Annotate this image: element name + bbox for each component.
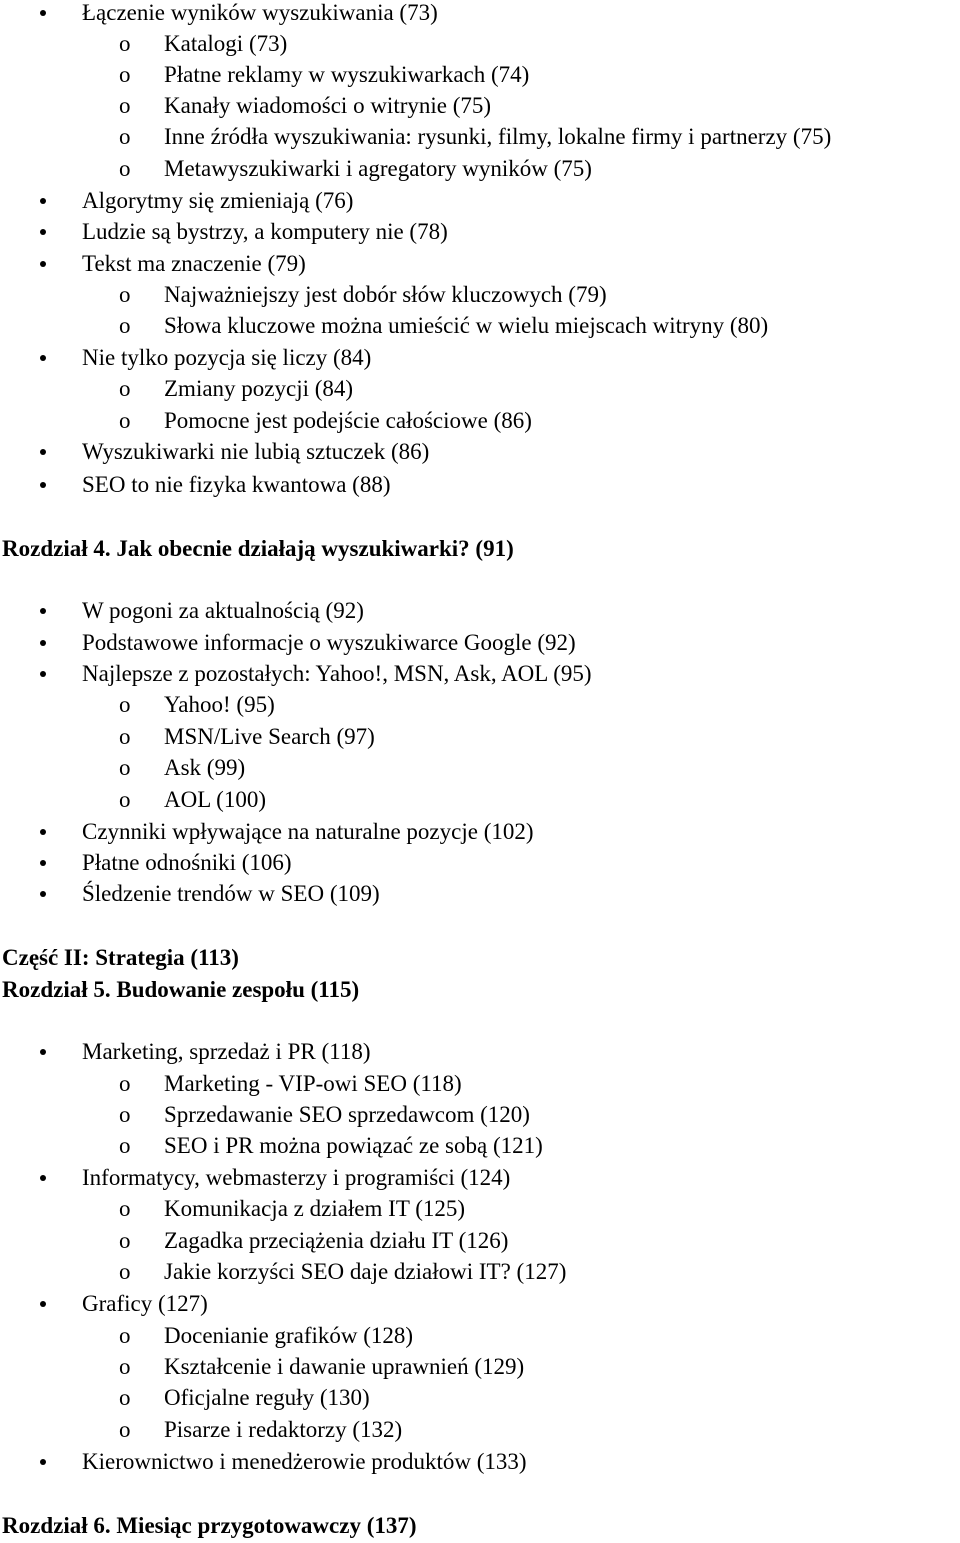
toc-text: Inne źródła wyszukiwania: rysunki, filmy, lokalne firmy i partnerzy (75): [164, 124, 832, 149]
toc-text: AOL (100): [164, 787, 266, 812]
sub-bullet-marker: o: [119, 124, 131, 149]
sub-bullet-marker: o: [119, 1102, 131, 1127]
toc-text: Marketing, sprzedaż i PR (118): [82, 1039, 371, 1064]
toc-text: Kierownictwo i menedżerowie produktów (133): [82, 1449, 527, 1474]
sub-bullet-marker: o: [119, 156, 131, 181]
toc-text: Śledzenie trendów w SEO (109): [82, 881, 380, 906]
toc-text: Najlepsze z pozostałych: Yahoo!, MSN, Ask, AOL (95): [82, 661, 592, 686]
toc-text: Zmiany pozycji (84): [164, 376, 354, 401]
toc-text: Graficy (127): [82, 1291, 208, 1316]
bullet-icon: [40, 891, 46, 897]
toc-text: MSN/Live Search (97): [164, 724, 375, 749]
sub-bullet-marker: o: [119, 408, 131, 433]
sub-bullet-marker: o: [119, 1323, 131, 1348]
toc-text: Tekst ma znaczenie (79): [82, 251, 306, 276]
bullet-icon: [40, 640, 46, 646]
toc-text: Informatycy, webmasterzy i programiści (124): [82, 1165, 511, 1190]
toc-text: Płatne odnośniki (106): [82, 850, 292, 875]
toc-text: Wyszukiwarki nie lubią sztuczek (86): [82, 439, 430, 464]
sub-bullet-marker: o: [119, 1417, 131, 1442]
sub-bullet-marker: o: [119, 376, 131, 401]
bullet-icon: [40, 10, 46, 16]
bullet-icon: [40, 671, 46, 677]
bullet-icon: [40, 261, 46, 267]
bullet-icon: [40, 198, 46, 204]
toc-text: SEO to nie fizyka kwantowa (88): [82, 472, 391, 497]
toc-text: Najważniejszy jest dobór słów kluczowych (79): [164, 282, 607, 307]
toc-text: Katalogi (73): [164, 31, 288, 56]
toc-text: Zagadka przeciążenia działu IT (126): [164, 1228, 509, 1253]
toc-text: Płatne reklamy w wyszukiwarkach (74): [164, 62, 530, 87]
bullet-icon: [40, 1175, 46, 1181]
sub-bullet-marker: o: [119, 787, 131, 812]
sub-bullet-marker: o: [119, 282, 131, 307]
bullet-icon: [40, 229, 46, 235]
bullet-icon: [40, 1459, 46, 1465]
toc-text: Docenianie grafików (128): [164, 1323, 414, 1348]
toc-text: SEO i PR można powiązać ze sobą (121): [164, 1133, 543, 1158]
bullet-icon: [40, 860, 46, 866]
toc-text: Rozdział 4. Jak obecnie działają wyszukiwarki? (91): [2, 536, 514, 561]
toc-text: Czynniki wpływające na naturalne pozycje (102): [82, 819, 534, 844]
bullet-icon: [40, 1301, 46, 1307]
bullet-icon: [40, 482, 46, 488]
toc-text: Pisarze i redaktorzy (132): [164, 1417, 403, 1442]
toc-text: Ludzie są bystrzy, a komputery nie (78): [82, 219, 448, 244]
bullet-icon: [40, 829, 46, 835]
sub-bullet-marker: o: [119, 692, 131, 717]
toc-text: Rozdział 6. Miesiąc przygotowawczy (137): [2, 1513, 417, 1538]
sub-bullet-marker: o: [119, 1385, 131, 1410]
sub-bullet-marker: o: [119, 1228, 131, 1253]
toc-text: Algorytmy się zmieniają (76): [82, 188, 354, 213]
toc-text: Metawyszukiwarki i agregatory wyników (75): [164, 156, 592, 181]
sub-bullet-marker: o: [119, 62, 131, 87]
bullet-icon: [40, 449, 46, 455]
bullet-icon: [40, 608, 46, 614]
sub-bullet-marker: o: [119, 724, 131, 749]
toc-text: Słowa kluczowe można umieścić w wielu miejscach witryny (80): [164, 313, 769, 338]
toc-text: Rozdział 5. Budowanie zespołu (115): [2, 977, 360, 1002]
sub-bullet-marker: o: [119, 93, 131, 118]
toc-text: Ask (99): [164, 755, 246, 780]
toc-text: Nie tylko pozycja się liczy (84): [82, 345, 372, 370]
toc-text: Sprzedawanie SEO sprzedawcom (120): [164, 1102, 530, 1127]
sub-bullet-marker: o: [119, 31, 131, 56]
sub-bullet-marker: o: [119, 1133, 131, 1158]
sub-bullet-marker: o: [119, 755, 131, 780]
toc-text: Kanały wiadomości o witrynie (75): [164, 93, 492, 118]
toc-text: Oficjalne reguły (130): [164, 1385, 370, 1410]
bullet-icon: [40, 355, 46, 361]
sub-bullet-marker: o: [119, 1354, 131, 1379]
toc-text: Komunikacja z działem IT (125): [164, 1196, 466, 1221]
toc-text: Yahoo! (95): [164, 692, 275, 717]
toc-text: Pomocne jest podejście całościowe (86): [164, 408, 532, 433]
toc-text: Marketing - VIP-owi SEO (118): [164, 1071, 462, 1096]
sub-bullet-marker: o: [119, 1196, 131, 1221]
toc-text: Łączenie wyników wyszukiwania (73): [82, 0, 438, 25]
toc-text: W pogoni za aktualnością (92): [82, 598, 364, 623]
sub-bullet-marker: o: [119, 1259, 131, 1284]
toc-text: Kształcenie i dawanie uprawnień (129): [164, 1354, 525, 1379]
toc-text: Podstawowe informacje o wyszukiwarce Google (92): [82, 630, 576, 655]
toc-text: Jakie korzyści SEO daje działowi IT? (127): [164, 1259, 567, 1284]
bullet-icon: [40, 1049, 46, 1055]
toc-text: Część II: Strategia (113): [2, 945, 239, 970]
sub-bullet-marker: o: [119, 1071, 131, 1096]
sub-bullet-marker: o: [119, 313, 131, 338]
